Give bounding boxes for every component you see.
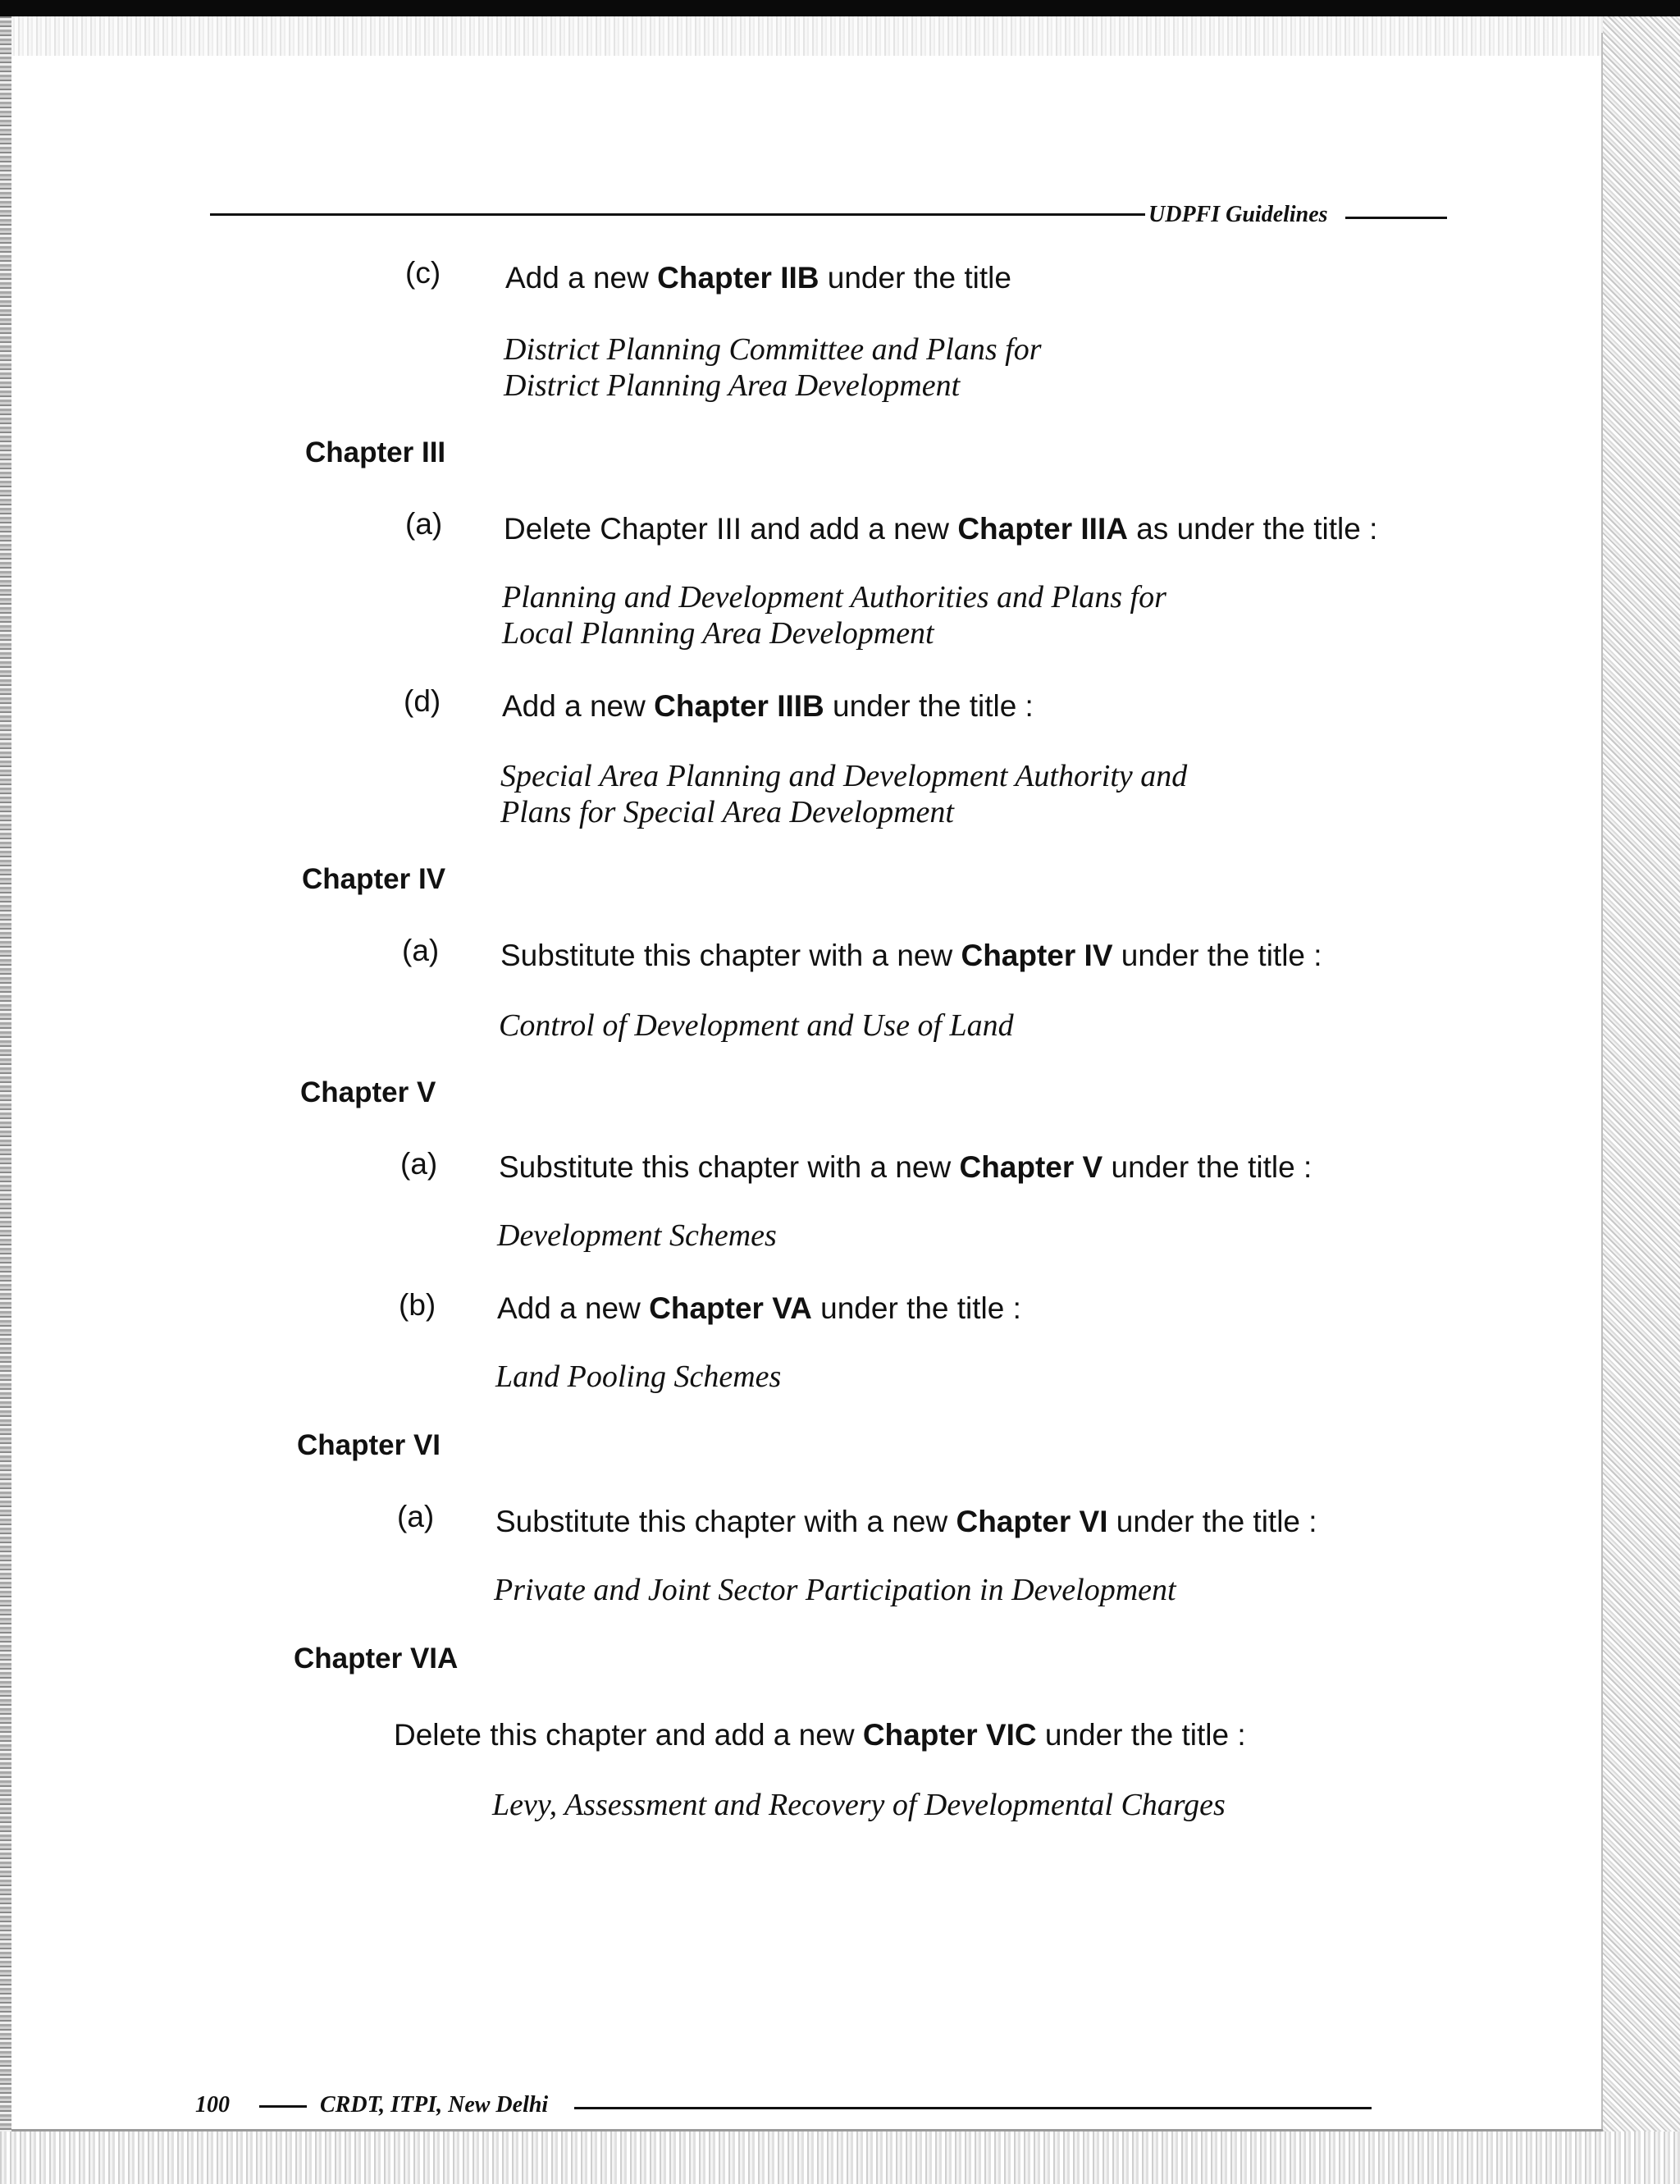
scan-top-noise: [0, 16, 1680, 56]
scan-right-noise: [1603, 16, 1680, 2184]
item-instruction: Substitute this chapter with a new Chapter VI under the title :: [495, 1505, 1317, 1538]
chapter-title-line: Private and Joint Sector Participation in Development: [494, 1573, 1176, 1607]
scan-top-border: [0, 0, 1680, 16]
item-label: (b): [399, 1288, 436, 1322]
item-label: (a): [405, 507, 443, 541]
chapter-heading: Chapter III: [305, 436, 446, 468]
chapter-title-line: District Planning Committee and Plans for: [504, 332, 1042, 367]
scan-bottom-noise: [0, 2131, 1680, 2184]
chapter-title-line: Levy, Assessment and Recovery of Developmental Charges: [492, 1788, 1226, 1822]
running-head: UDPFI Guidelines: [1148, 202, 1328, 227]
chapter-heading: Chapter IV: [302, 863, 446, 895]
footer-dash: [259, 2105, 307, 2108]
item-label: (a): [402, 934, 440, 967]
item-instruction: Substitute this chapter with a new Chapter V under the title :: [499, 1150, 1312, 1184]
page-bottom-edge: [11, 2129, 1603, 2131]
chapter-title-line: District Planning Area Development: [504, 368, 961, 403]
header-rule-right: [1345, 217, 1447, 219]
chapter-title-line: Control of Development and Use of Land: [499, 1008, 1014, 1043]
item-instruction: Add a new Chapter IIB under the title: [505, 261, 1011, 295]
header-rule-left: [210, 213, 1145, 216]
chapter-heading: Chapter VIA: [294, 1643, 459, 1675]
footer-rule: [574, 2107, 1372, 2109]
chapter-title-line: Land Pooling Schemes: [495, 1359, 782, 1394]
item-instruction: Add a new Chapter VA under the title :: [497, 1291, 1021, 1325]
chapter-title-line: Special Area Planning and Development Authority and: [500, 759, 1188, 793]
item-label: (c): [405, 256, 441, 290]
chapter-title-line: Plans for Special Area Development: [500, 795, 954, 829]
item-label: (d): [404, 684, 441, 718]
chapter-heading: Chapter VI: [297, 1429, 441, 1461]
item-instruction: Substitute this chapter with a new Chapter IV under the title :: [500, 939, 1322, 972]
chapter-title-line: Development Schemes: [497, 1218, 777, 1253]
chapter-heading: Chapter V: [300, 1076, 436, 1108]
page-right-edge: [1601, 33, 1603, 2133]
item-label: (a): [400, 1147, 438, 1181]
chapter-title-line: Planning and Development Authorities and Plans for: [502, 580, 1166, 615]
footer-organization: CRDT, ITPI, New Delhi: [320, 2092, 549, 2118]
item-instruction: Add a new Chapter IIIB under the title :: [502, 689, 1034, 723]
page-number: 100: [195, 2092, 230, 2118]
item-label: (a): [397, 1500, 435, 1533]
item-instruction: Delete this chapter and add a new Chapter VIC under the title :: [394, 1718, 1246, 1752]
item-instruction: Delete Chapter III and add a new Chapter IIIA as under the title :: [504, 512, 1378, 546]
chapter-title-line: Local Planning Area Development: [502, 616, 934, 651]
scan-left-edge: [0, 16, 11, 2184]
